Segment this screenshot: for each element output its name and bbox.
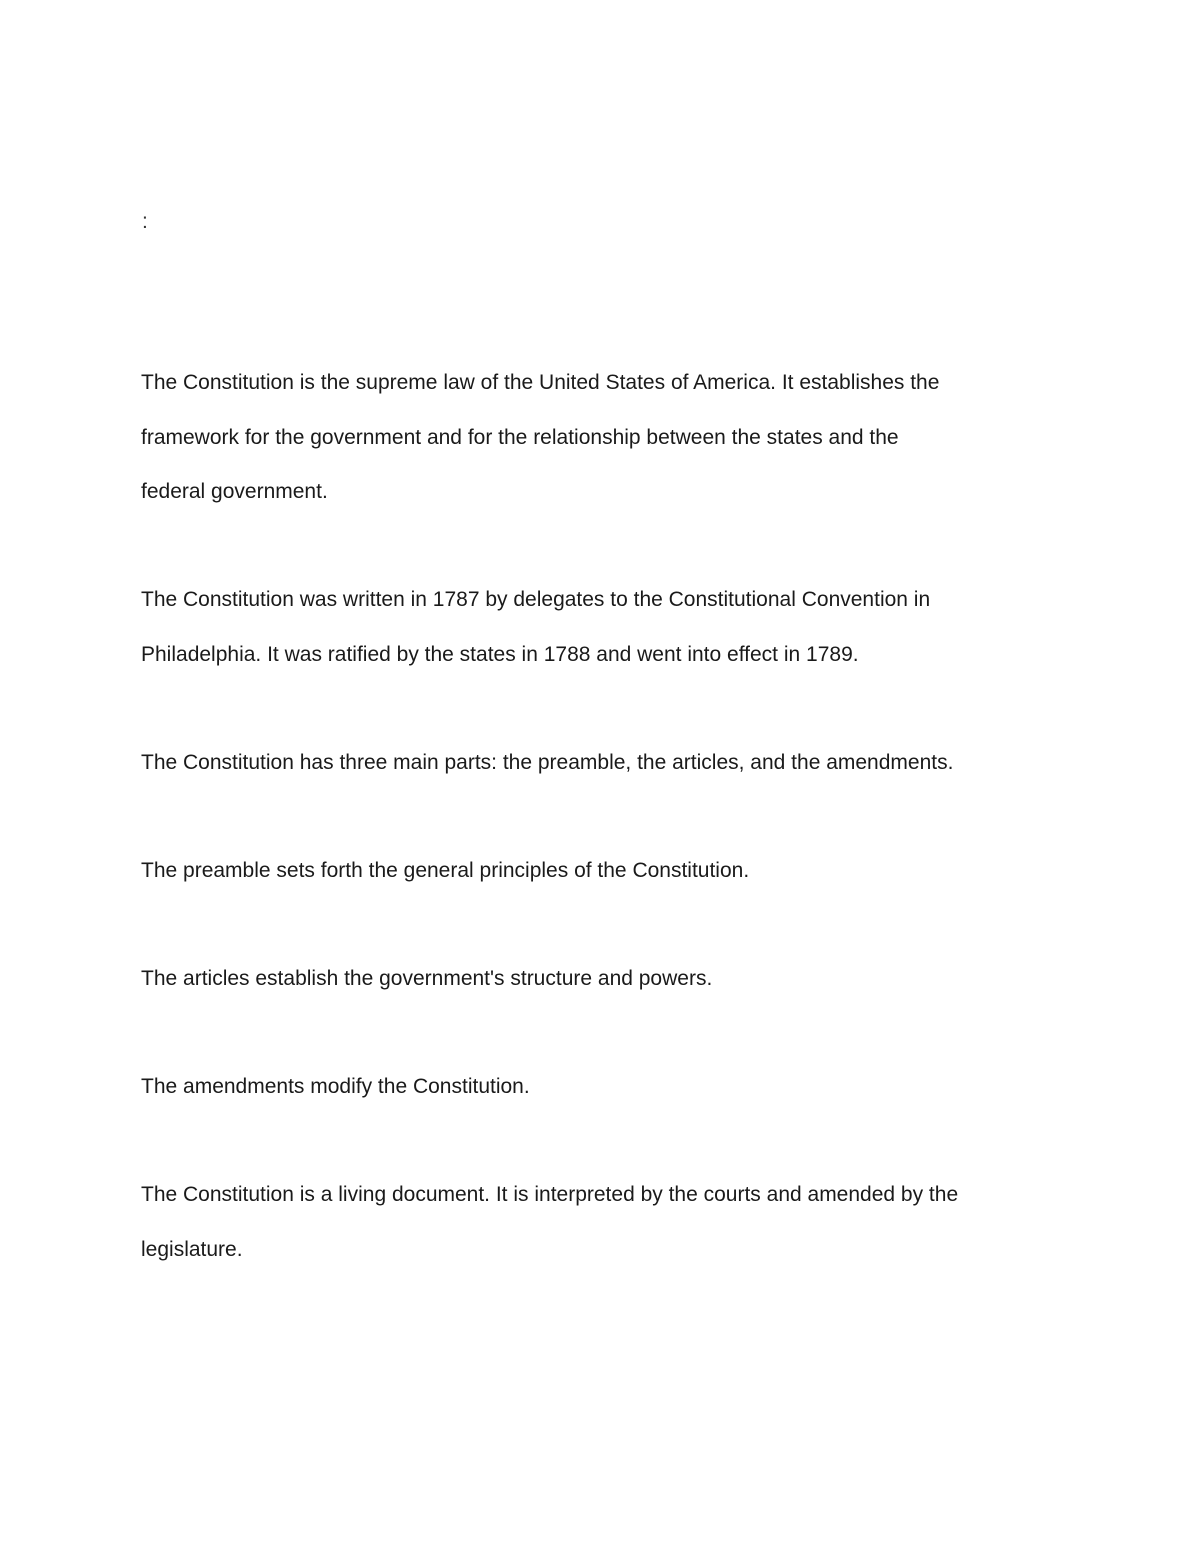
paragraph-history	[141, 573, 930, 682]
paragraph-supreme-law	[141, 356, 939, 520]
paragraph-line: The articles establish the government's structure and powers.	[141, 967, 713, 990]
paragraph-line: federal government.	[141, 480, 328, 503]
paragraph-articles	[141, 952, 712, 1007]
paragraph-line: The preamble sets forth the general principles of the Constitution.	[141, 859, 750, 882]
paragraph-main-parts	[141, 736, 953, 791]
paragraph-preamble	[141, 844, 749, 899]
paragraph-living-document	[141, 1168, 958, 1277]
paragraph-line: Philadelphia. It was ratified by the states in 1788 and went into effect in 1789.	[141, 642, 859, 666]
paragraph-line: legislature.	[141, 1237, 243, 1261]
heading-colon: :	[142, 210, 148, 233]
paragraph-line: The Constitution is a living document. It is interpreted by the courts and amended by the	[141, 1183, 959, 1206]
paragraph-line: The Constitution is the supreme law of the United States of America. It establishes the	[141, 371, 940, 394]
paragraph-line: The amendments modify the Constitution.	[141, 1075, 530, 1098]
paragraph-line: The Constitution has three main parts: the preamble, the articles, and the amendments.	[141, 751, 954, 774]
paragraph-line: The Constitution was written in 1787 by delegates to the Constitutional Convention in	[141, 588, 931, 611]
paragraph-amendments	[141, 1060, 530, 1115]
paragraph-line: framework for the government and for the relationship between the states and the	[141, 425, 899, 449]
